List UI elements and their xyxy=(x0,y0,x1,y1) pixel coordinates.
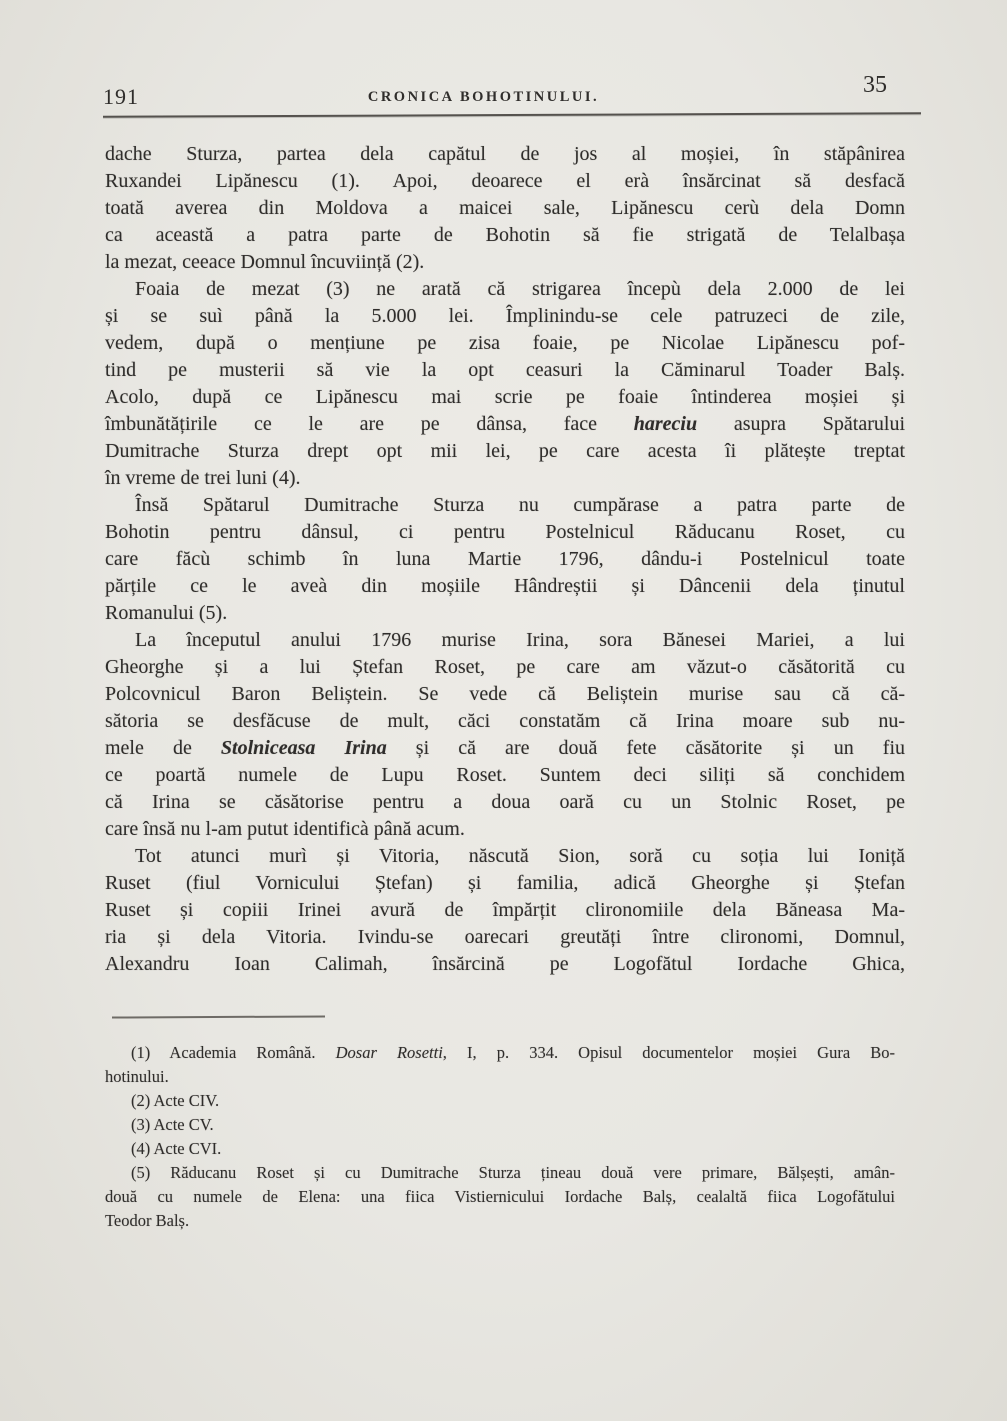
text-segment: Polcovnicul Baron Beliștein. Se vede că Beliștein murise sau că că- xyxy=(105,683,905,705)
text-segment: (1) Academia Română. xyxy=(131,1043,336,1062)
text-segment: ca această a patra parte de Bohotin să fie strigată de Telalbașa xyxy=(105,224,905,246)
text-line xyxy=(105,465,905,492)
text-line xyxy=(105,1161,895,1185)
text-line xyxy=(105,1113,895,1137)
text-line xyxy=(105,141,905,168)
text-line xyxy=(105,1137,895,1161)
text-segment: Teodor Balș. xyxy=(105,1211,190,1230)
text-segment: Bohotin pentru dânsul, ci pentru Postelnicul Răducanu Roset, cu xyxy=(105,521,905,543)
text-line xyxy=(105,168,905,195)
emphasized-text: Stolniceasa Irina xyxy=(220,737,387,759)
text-line xyxy=(105,195,905,222)
text-line xyxy=(105,357,905,384)
text-segment: (4) Acte CVI. xyxy=(131,1139,222,1158)
text-segment: care însă nu l-am putut identificà până acum. xyxy=(105,818,465,840)
text-line xyxy=(105,654,905,681)
text-segment: care făcù schimb în luna Martie 1796, dându-i Postelnicul toate xyxy=(105,548,905,570)
text-segment: în vreme de trei luni (4). xyxy=(105,467,301,489)
text-segment: ce poartă numele de Lupu Roset. Suntem deci siliți să conchidem xyxy=(105,764,905,786)
text-line xyxy=(105,519,905,546)
text-segment: La începutul anului 1796 murise Irina, sora Bănesei Mariei, a lui xyxy=(135,629,905,651)
text-segment: asupra Spătarului xyxy=(697,413,905,435)
emphasized-text: hareciu xyxy=(633,413,698,435)
text-segment: hotinului. xyxy=(105,1067,169,1086)
body-text xyxy=(105,141,905,978)
text-line xyxy=(105,870,905,897)
text-segment: și se suì până la 5.000 lei. Împlinindu-se cele patruzeci de zile, xyxy=(105,305,905,327)
text-line xyxy=(105,735,905,762)
text-line xyxy=(105,600,905,627)
text-segment: (2) Acte CIV. xyxy=(131,1091,220,1110)
text-line xyxy=(105,708,905,735)
text-line xyxy=(105,1041,895,1065)
paragraph xyxy=(105,1041,895,1089)
text-segment: dache Sturza, partea dela capătul de jos al moșiei, în stăpânirea xyxy=(105,143,905,165)
text-segment: Ruset și copiii Irinei avură de împărțit clironomiile dela Băneasa Ma- xyxy=(105,899,905,921)
text-segment: Dumitrache Sturza drept opt mii lei, pe care acesta îi plătește treptat xyxy=(105,440,905,462)
text-line xyxy=(105,1065,895,1089)
text-segment: Foaia de mezat (3) ne arată că strigarea începù dela 2.000 de lei xyxy=(135,278,905,300)
text-segment: că Irina se căsătorise pentru a doua oară cu un Stolnic Roset, pe xyxy=(105,791,905,813)
text-segment: două cu numele de Elena: una fiica Vistiernicului Iordache Balș, cealaltă fiica Logofătului xyxy=(105,1187,895,1206)
text-line xyxy=(105,492,905,519)
paragraph xyxy=(105,1161,895,1233)
paragraph xyxy=(105,492,905,627)
text-segment: toată averea din Moldova a maicei sale, Lipănescu cerù dela Domn xyxy=(105,197,905,219)
text-line xyxy=(105,627,905,654)
paragraph xyxy=(105,1137,895,1161)
footnotes-list xyxy=(105,1041,895,1233)
text-line xyxy=(105,546,905,573)
text-line xyxy=(105,789,905,816)
page-number-right: 35 xyxy=(863,72,887,98)
paragraph xyxy=(105,141,905,276)
text-segment: mele de xyxy=(105,737,221,759)
paragraph xyxy=(105,627,905,843)
paragraph xyxy=(105,843,905,978)
text-line xyxy=(105,951,905,978)
text-segment: Însă Spătarul Dumitrache Sturza nu cumpărase a patra parte de xyxy=(135,494,905,516)
text-line xyxy=(105,573,905,600)
text-line xyxy=(105,384,905,411)
header-rule xyxy=(103,112,921,118)
text-line xyxy=(105,762,905,789)
running-title: CRONICA BOHOTINULUI. xyxy=(367,89,600,105)
text-line xyxy=(105,1209,895,1233)
paragraph xyxy=(105,276,905,492)
text-segment: Ruxandei Lipănescu (1). Apoi, deoarece el erà însărcinat să desfacă xyxy=(105,170,905,192)
text-line xyxy=(105,438,905,465)
text-line xyxy=(105,816,905,843)
text-segment: Ruset (fiul Vornicului Ștefan) și familia, adică Gheorghe și Ștefan xyxy=(105,872,905,894)
text-segment: (5) Răducanu Roset și cu Dumitrache Sturza țineau două vere primare, Bălșești, amân- xyxy=(131,1163,895,1182)
text-segment: (3) Acte CV. xyxy=(131,1115,214,1134)
text-segment: , I, p. 334. Opisul documentelor moșiei Gura Bo- xyxy=(442,1043,895,1062)
text-line xyxy=(105,249,905,276)
text-line xyxy=(105,897,905,924)
text-segment: Gheorghe și a lui Ștefan Roset, pe care am văzut-o căsătorită cu xyxy=(105,656,905,678)
footnote-separator-rule xyxy=(112,1015,325,1018)
text-segment: vedem, după o mențiune pe zisa foaie, pe Nicolae Lipănescu pof- xyxy=(105,332,905,354)
text-segment: Alexandru Ioan Calimah, însărcină pe Logofătul Iordache Ghica, xyxy=(105,953,905,975)
text-segment: Acolo, după ce Lipănescu mai scrie pe foaie întinderea moșiei și xyxy=(105,386,905,408)
text-segment: îmbunătățirile ce le are pe dânsa, face xyxy=(105,413,634,435)
text-line xyxy=(105,1185,895,1209)
text-segment: la mezat, ceeace Domnul încuviință (2). xyxy=(105,251,425,273)
text-segment: tind pe musterii să vie la opt ceasuri la Căminarul Toader Balș. xyxy=(105,359,905,381)
page-number-left: 191 xyxy=(103,84,139,109)
text-line xyxy=(105,411,905,438)
emphasized-text: Dosar Rosetti xyxy=(335,1043,443,1062)
paragraph xyxy=(105,1113,895,1137)
text-line xyxy=(105,330,905,357)
text-line xyxy=(105,222,905,249)
text-segment: părțile ce le aveà din moșiile Hândreștii și Dâncenii dela ținutul xyxy=(105,575,905,597)
text-line xyxy=(105,303,905,330)
paragraph xyxy=(105,1089,895,1113)
text-line xyxy=(105,276,905,303)
text-segment: ria și dela Vitoria. Ivindu-se oarecari greutăți între clironomi, Domnul, xyxy=(105,926,905,948)
text-line xyxy=(105,924,905,951)
text-segment: sătoria se desfăcuse de mult, căci constatăm că Irina moare sub nu- xyxy=(105,710,905,732)
text-segment: Tot atunci murì și Vitoria, născută Sion, soră cu soția lui Ioniță xyxy=(135,845,905,867)
text-segment: și că are două fete căsătorite și un fiu xyxy=(386,737,906,759)
text-segment: Romanului (5). xyxy=(105,602,228,624)
text-line xyxy=(105,1089,895,1113)
text-line xyxy=(105,681,905,708)
text-line xyxy=(105,843,905,870)
